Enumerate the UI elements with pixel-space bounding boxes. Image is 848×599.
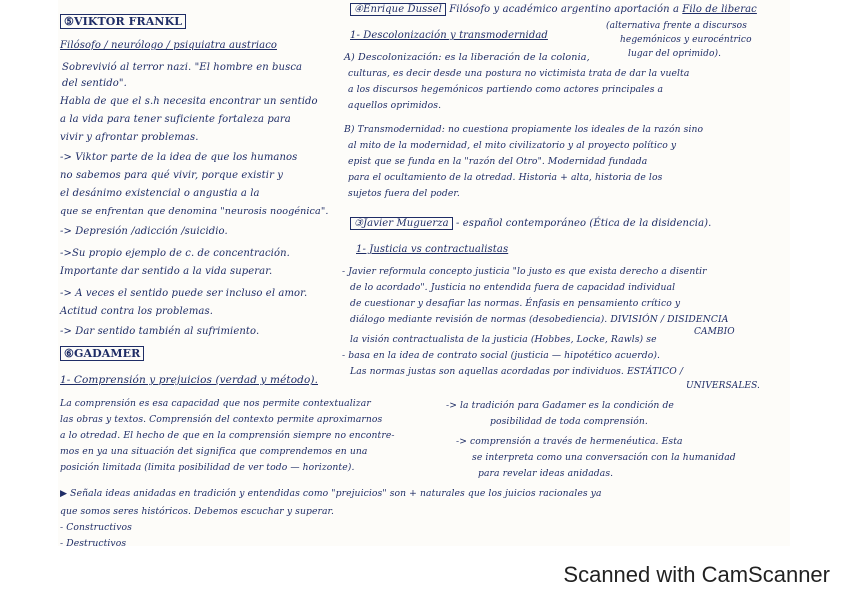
note-line: CAMBIO — [694, 327, 735, 337]
note-line: a lo otredad. El hecho de que en la comprensión siempre no encontre- — [60, 430, 395, 441]
note-line: hegemónicos y eurocéntrico — [620, 35, 752, 45]
scanned-notes-page — [58, 0, 790, 546]
note-line: para el ocultamiento de la otredad. Historia + alta, historia de los — [348, 172, 663, 183]
note-line: ->Su propio ejemplo de c. de concentración. — [60, 248, 290, 259]
note-line: del sentido". — [62, 78, 127, 89]
bottom-line: ▶ Señala ideas anidadas en tradición y entendidas como "prejuicios" son + naturales que los juicios racionales ya — [60, 488, 602, 499]
note-line: de lo acordado". Justicia no entendida fuera de capacidad individual — [350, 282, 676, 293]
arrow-note: para revelar ideas anidadas. — [478, 468, 614, 479]
note-line: a los discursos hegemónicos partiendo como actores principales a — [348, 84, 664, 95]
gadamer-subtitle: 1- Comprensión y prejuicios (verdad y método). — [60, 374, 319, 386]
note-line: -> Depresión /adicción /suicidio. — [60, 226, 228, 237]
muguerza-desc: - español contemporáneo (Ética de la disidencia). — [456, 218, 712, 229]
note-line: -> A veces el sentido puede ser incluso el amor. — [60, 288, 308, 299]
note-line: - Javier reformula concepto justicia "lo justo es que exista derecho a disentir — [342, 266, 707, 277]
muguerza-subtitle: 1- Justicia vs contractualistas — [356, 244, 509, 255]
note-line: epist que se funda en la "razón del Otro". Modernidad fundada — [348, 156, 648, 167]
note-line: UNIVERSALES. — [686, 381, 760, 391]
note-line: (alternativa frente a discursos — [606, 21, 747, 31]
note-line: las obras y textos. Comprensión del contexto permite aproximarnos — [60, 414, 383, 425]
note-line: que se enfrentan que denomina "neurosis noogénica". — [60, 206, 329, 217]
note-line: mos en ya una situación det significa que comprendemos en una — [60, 446, 368, 457]
note-line: no sabemos para qué vivir, porque existir y — [60, 170, 283, 181]
bottom-line: - Constructivos — [60, 522, 132, 533]
note-line: Las normas justas son aquellas acordadas por individuos. ESTÁTICO / — [350, 366, 684, 377]
note-line: A) Descolonización: es la liberación de la colonia, — [344, 52, 590, 63]
note-line: sujetos fuera del poder. — [348, 188, 460, 199]
viktor-header — [60, 16, 186, 28]
note-line: posición limitada (limita posibilidad de ver todo — horizonte). — [60, 462, 355, 473]
bottom-line: que somos seres históricos. Debemos escuchar y superar. — [60, 506, 335, 517]
dussel-subtitle: 1- Descolonización y transmodernidad — [350, 30, 548, 41]
gadamer-header — [60, 348, 144, 360]
bottom-line: - Destructivos — [60, 538, 127, 546]
note-line: lugar del oprimido). — [628, 49, 722, 59]
note-line: Importante dar sentido a la vida superar. — [60, 266, 273, 277]
note-line: -> Viktor parte de la idea de que los humanos — [60, 152, 298, 163]
note-line: la visión contractualista de la justicia (Hobbes, Locke, Rawls) se — [350, 334, 657, 345]
note-line: diálogo mediante revisión de normas (desobediencia). DIVISIÓN / DISIDENCIA — [350, 314, 729, 325]
note-line: el desánimo existencial o angustia a la — [60, 188, 260, 199]
arrow-note: se interpreta como una conversación con la humanidad — [472, 452, 736, 463]
dussel-header: ④Enrique Dussel — [350, 3, 446, 16]
viktor-role: Filósofo / neurólogo / psiquiatra austriaco — [60, 40, 278, 51]
note-line: al mito de la modernidad, el mito civilizatorio y al proyecto político y — [348, 140, 677, 151]
note-line: B) Transmodernidad: no cuestiona propiamente los ideales de la razón sino — [344, 124, 704, 135]
note-line: -> Dar sentido también al sufrimiento. — [60, 326, 260, 337]
note-line: - basa en la idea de contrato social (justicia — hipotético acuerdo). — [342, 350, 661, 361]
note-line: aquellos oprimidos. — [348, 100, 442, 111]
note-line: a la vida para tener suficiente fortaleza para — [60, 114, 291, 125]
muguerza-header-line — [350, 218, 711, 230]
arrow-note: -> comprensión a través de hermenéutica. Esta — [456, 436, 683, 447]
arrow-note: -> la tradición para Gadamer es la condición de — [446, 400, 674, 411]
dussel-header-line — [350, 4, 757, 16]
dussel-link: Filo de liberac — [682, 4, 757, 15]
note-line: Sobrevivió al terror nazi. "El hombre en busca — [62, 62, 303, 73]
note-line: culturas, es decir desde una postura no victimista trata de dar la vuelta — [348, 68, 690, 79]
gadamer-header-box: ⑥GADAMER — [60, 346, 144, 361]
note-line: Habla de que el s.h necesita encontrar un sentido — [60, 96, 318, 107]
camscanner-watermark: Scanned with CamScanner — [563, 562, 830, 587]
note-line: vivir y afrontar problemas. — [60, 132, 199, 143]
arrow-note: posibilidad de toda comprensión. — [490, 416, 648, 427]
muguerza-header: ③Javier Muguerza — [350, 217, 453, 230]
viktor-header-box: ⑤VIKTOR FRANKL — [60, 14, 186, 29]
dussel-desc: Filósofo y académico argentino aportación a — [449, 4, 680, 15]
note-line: La comprensión es esa capacidad que nos permite contextualizar — [60, 398, 371, 409]
note-line: de cuestionar y desafiar las normas. Énfasis en pensamiento crítico y — [350, 298, 681, 309]
note-line: Actitud contra los problemas. — [60, 306, 213, 317]
